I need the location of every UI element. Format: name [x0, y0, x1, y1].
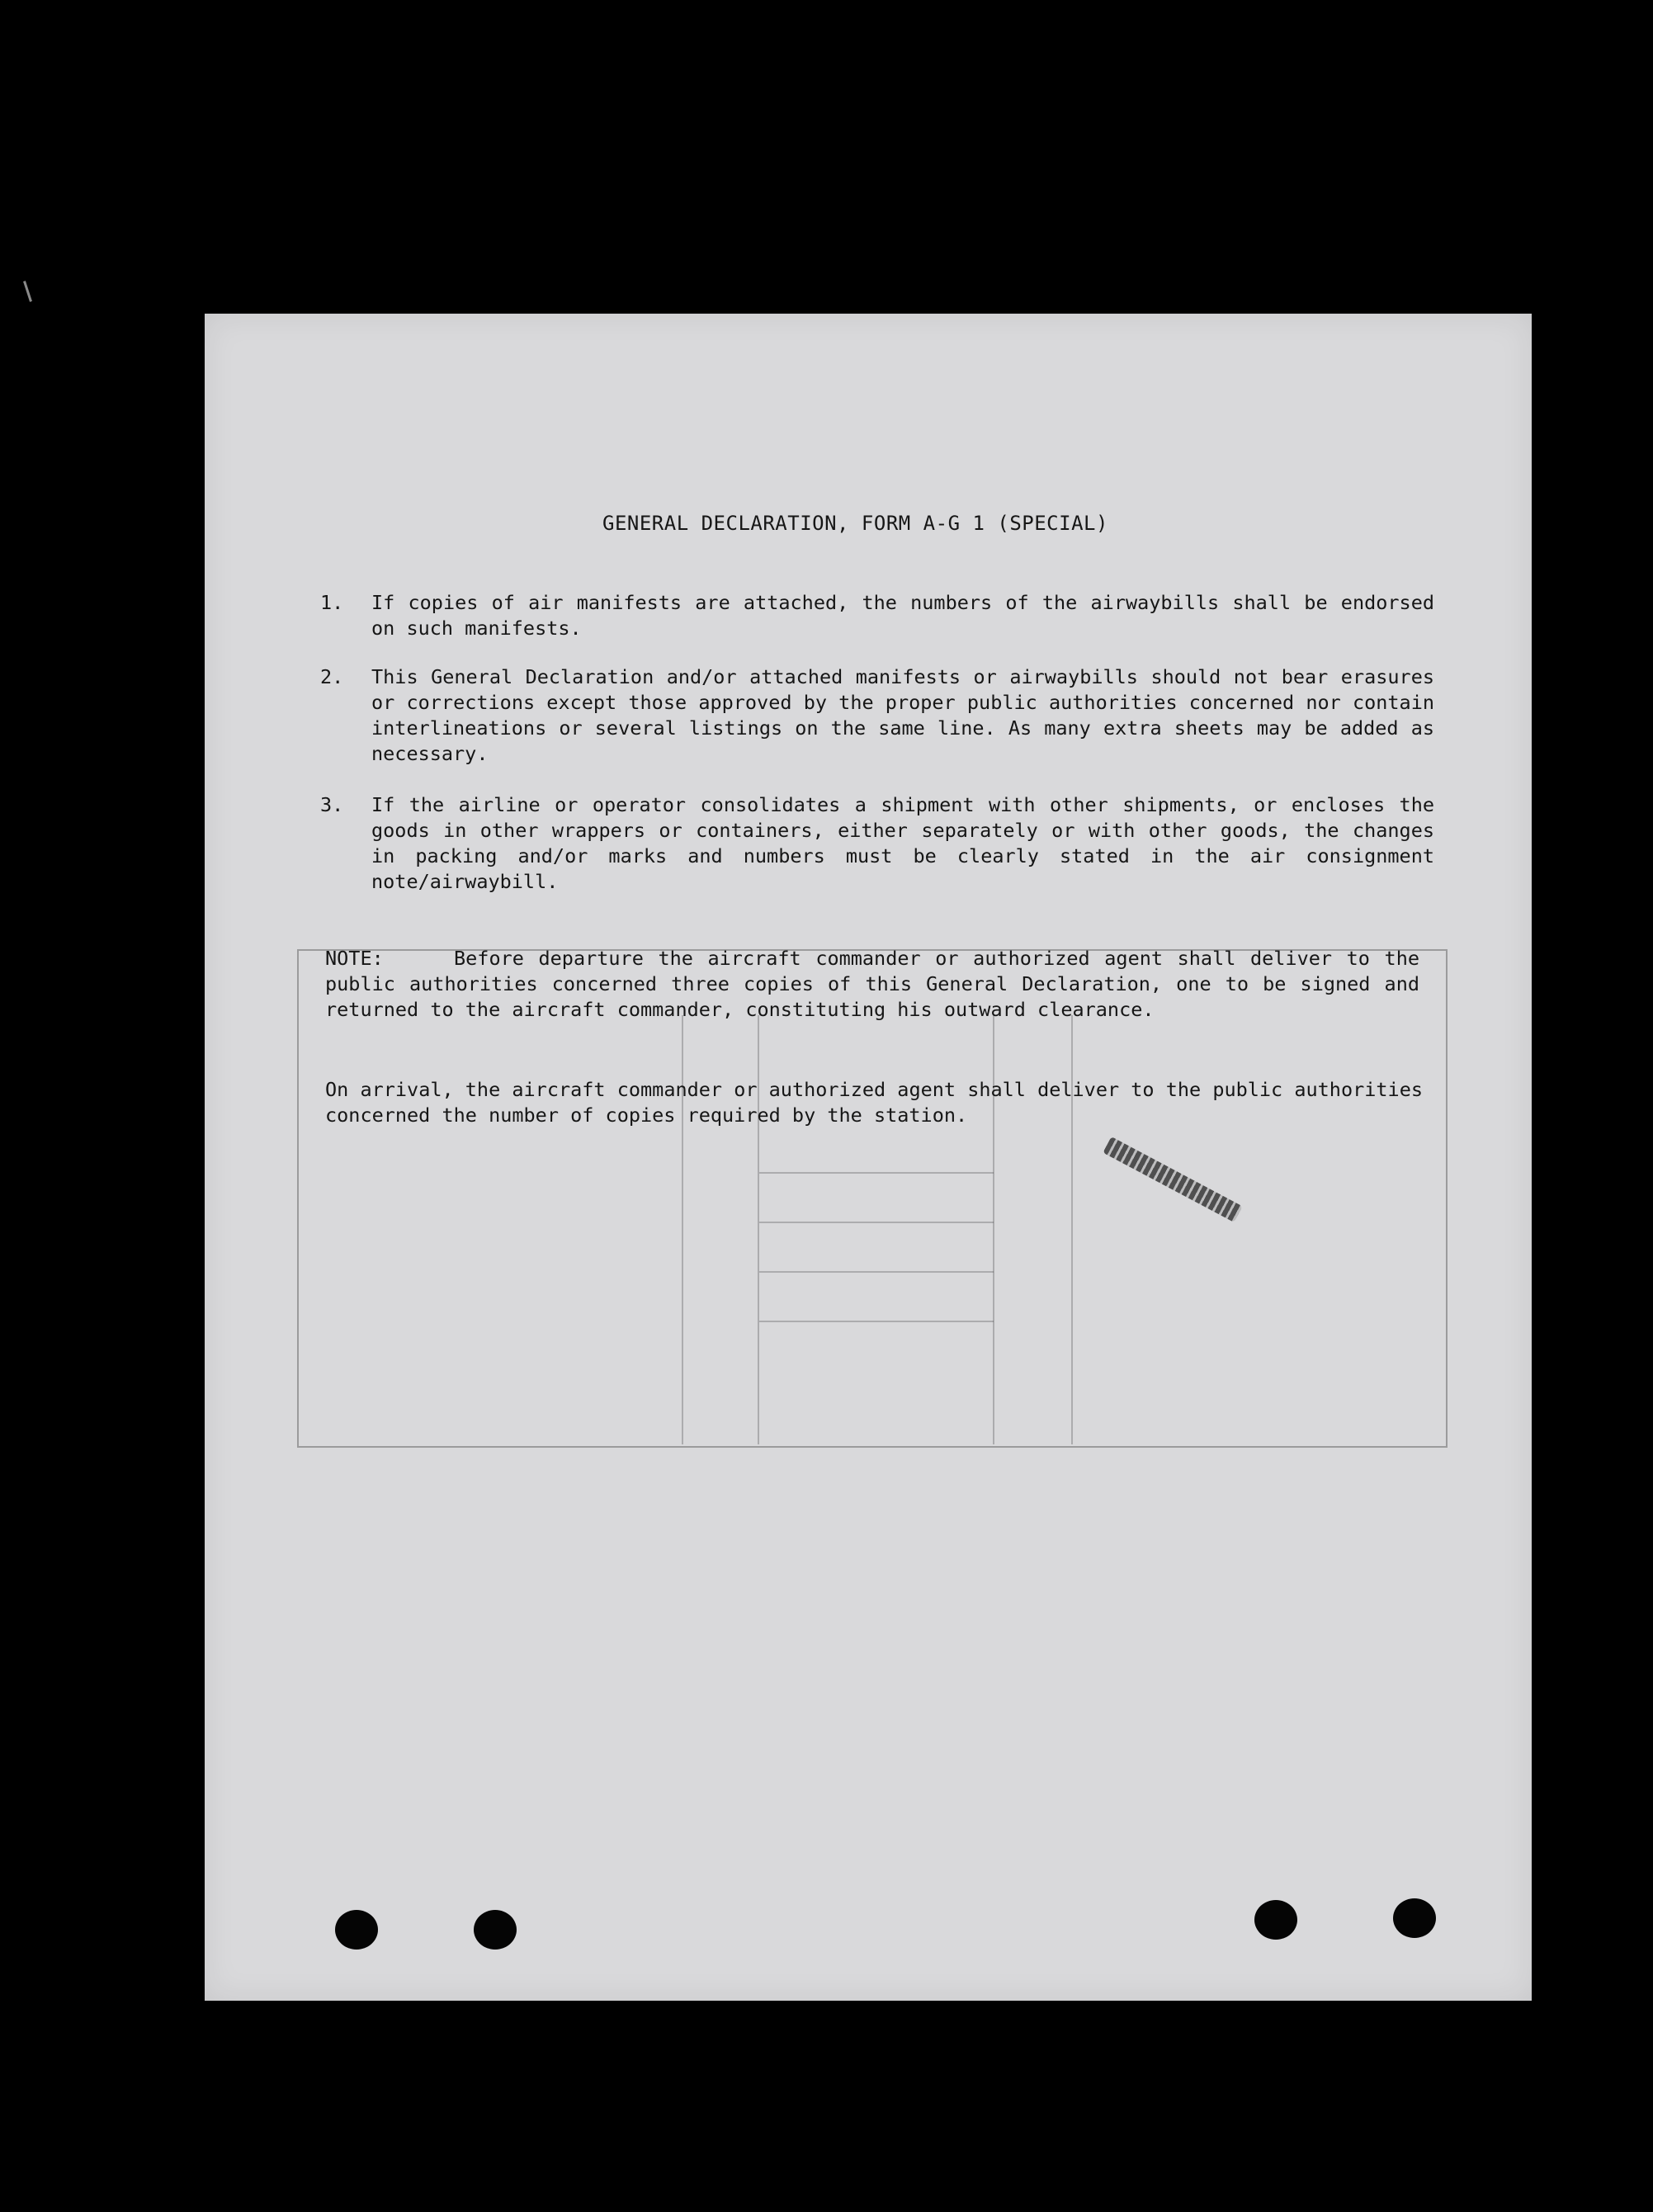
bleed-through-rule [759, 1222, 994, 1223]
bleed-through-form-box [297, 949, 1448, 1448]
item-number: 2. [320, 665, 344, 688]
punch-hole [1393, 1898, 1436, 1938]
punch-hole [474, 1910, 517, 1950]
punch-hole [335, 1910, 378, 1950]
item-number: 3. [320, 793, 344, 816]
bleed-through-rule [759, 1172, 994, 1174]
item-text: This General Declaration and/or attached manifests or airwaybills should not bear erasures or corrections except those approved by the proper public authorities concerned nor contain interlineations or several listings on the same line. As many extra sheets may be added as necessary. [371, 665, 1434, 765]
bleed-through-rule [759, 1271, 994, 1273]
item-number: 1. [320, 591, 344, 614]
scan-edge-mark [23, 281, 32, 302]
item-text: If copies of air manifests are attached, the numbers of the airwaybills shall be endorsed on such manifests. [371, 591, 1434, 640]
bleed-through-rule [759, 1321, 994, 1322]
instruction-item [320, 590, 1434, 641]
page-title: GENERAL DECLARATION, FORM A-G 1 (SPECIAL) [602, 512, 1108, 535]
note-paragraph [325, 946, 1419, 1023]
note-label: NOTE: [325, 947, 384, 970]
note-text: Before departure the aircraft commander or authorized agent shall deliver to the public authorities concerned three copies of this General Declaration, one to be signed and returned to the aircraft commander, constituting his outward clearance. [325, 947, 1419, 1021]
arrival-paragraph: On arrival, the aircraft commander or authorized agent shall deliver to the public authorities concerned the number of copies required by the station. [325, 1078, 1423, 1127]
item-text: If the airline or operator consolidates a shipment with other shipments, or encloses the goods in other wrappers or containers, either separately or with other goods, the changes in packing and/or marks and numbers must be clearly stated in the air consignment note/airwaybill. [371, 793, 1434, 893]
punch-hole [1254, 1900, 1297, 1940]
instruction-item [320, 792, 1434, 895]
instruction-item [320, 664, 1434, 767]
document-page [205, 314, 1532, 2001]
